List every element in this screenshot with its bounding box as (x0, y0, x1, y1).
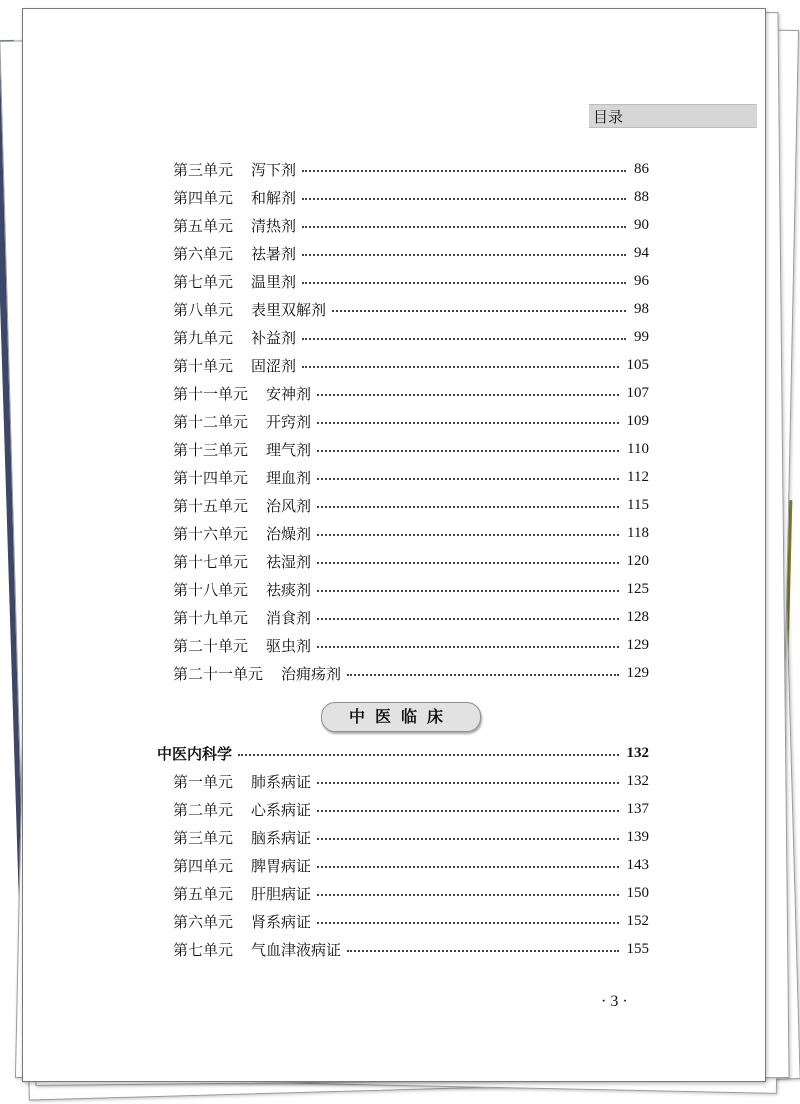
dot-leader (332, 310, 626, 312)
toc-unit-label: 第二十单元 (173, 636, 249, 655)
toc-page-number: 129 (626, 664, 649, 681)
toc-page-number: 120 (626, 552, 649, 569)
toc-entry[interactable] (173, 213, 649, 237)
dot-leader (317, 782, 618, 784)
dot-leader (317, 506, 619, 508)
dot-leader (302, 282, 626, 284)
toc-unit-label: 第三单元 (173, 160, 234, 179)
toc-entry-title: 理血剂 (266, 468, 312, 487)
toc-entry[interactable] (173, 605, 649, 629)
toc-entry[interactable] (173, 269, 649, 293)
dot-leader (317, 534, 619, 536)
toc-entry-title: 祛痰剂 (266, 580, 312, 599)
toc-page-number: 107 (626, 384, 649, 401)
toc-entry-title: 温里剂 (251, 272, 297, 291)
toc-unit-label: 第十七单元 (173, 552, 249, 571)
toc-entry[interactable] (173, 937, 649, 961)
toc-page-number: 96 (634, 272, 649, 289)
toc-entry-title: 驱虫剂 (266, 636, 312, 655)
toc-page-number: 132 (626, 744, 649, 761)
toc-page-number: 90 (634, 216, 649, 233)
dot-leader (317, 894, 618, 896)
toc-entry[interactable] (173, 157, 649, 181)
toc-entry-title: 固涩剂 (251, 356, 297, 375)
toc-unit-label: 第十单元 (173, 356, 234, 375)
toc-unit-label: 第二单元 (173, 800, 234, 819)
toc-unit-label: 第七单元 (173, 940, 234, 959)
dot-leader (347, 674, 618, 676)
toc-unit-label: 第十八单元 (173, 580, 249, 599)
toc-unit-label: 第十二单元 (173, 412, 249, 431)
toc-unit-label: 第六单元 (173, 912, 234, 931)
dot-leader (317, 838, 618, 840)
dot-leader (317, 922, 618, 924)
toc-entry-title: 脾胃病证 (251, 856, 312, 875)
toc-entry[interactable] (173, 325, 649, 349)
toc-page-number: 129 (626, 636, 649, 653)
dot-leader (317, 450, 619, 452)
toc-entry-title: 中医内科学 (157, 745, 233, 763)
toc-unit-label: 第二十一单元 (173, 664, 264, 683)
dot-leader (302, 254, 626, 256)
section-heading: 中医临床 (321, 702, 481, 732)
dot-leader (317, 618, 618, 620)
toc-entry-title: 心系病证 (251, 800, 312, 819)
toc-entry[interactable] (173, 769, 649, 793)
dot-leader (302, 198, 626, 200)
running-header (589, 104, 757, 128)
toc-entry-title: 清热剂 (251, 216, 297, 235)
toc-entry-title: 泻下剂 (251, 160, 297, 179)
toc-entry[interactable] (173, 353, 649, 377)
toc-page-number: 94 (634, 244, 649, 261)
toc-entry[interactable] (173, 437, 649, 461)
toc-unit-label: 第十六单元 (173, 524, 249, 543)
toc-entry-title: 安神剂 (266, 384, 312, 403)
toc-unit-label: 第四单元 (173, 856, 234, 875)
toc-entry-title: 肾系病证 (251, 912, 312, 931)
toc-entry-title: 肝胆病证 (251, 884, 312, 903)
toc-unit-label: 第十一单元 (173, 384, 249, 403)
toc-entry[interactable] (173, 881, 649, 905)
toc-entry-title: 肺系病证 (251, 772, 312, 791)
toc-page-number: 110 (627, 440, 649, 457)
toc-entry[interactable] (173, 297, 649, 321)
dot-leader (317, 422, 618, 424)
toc-unit-label: 第十四单元 (173, 468, 249, 487)
toc-entry-title: 理气剂 (266, 440, 312, 459)
toc-page-number: 137 (626, 800, 649, 817)
dot-leader (317, 562, 618, 564)
toc-page-number: 143 (626, 856, 649, 873)
toc-entry[interactable] (173, 825, 649, 849)
toc-page-number: 86 (634, 160, 649, 177)
dot-leader (317, 810, 618, 812)
toc-entry-title: 和解剂 (251, 188, 297, 207)
dot-leader (347, 950, 618, 952)
toc-unit-label: 第六单元 (173, 244, 234, 263)
toc-page-number: 88 (634, 188, 649, 205)
dot-leader (317, 646, 618, 648)
toc-unit-label: 第十五单元 (173, 496, 249, 515)
toc-unit-label: 第三单元 (173, 828, 234, 847)
dot-leader (317, 590, 618, 592)
toc-page-number: 109 (626, 412, 649, 429)
dot-leader (302, 338, 626, 340)
toc-entry[interactable] (173, 909, 649, 933)
toc-entry[interactable] (173, 521, 649, 545)
toc-unit-label: 第九单元 (173, 328, 234, 347)
toc-entry[interactable] (173, 493, 649, 517)
dot-leader (317, 394, 618, 396)
dot-leader (302, 366, 618, 368)
toc-entry[interactable] (173, 661, 649, 685)
toc-entry-title: 气血津液病证 (251, 940, 342, 959)
toc-page-number: 139 (626, 828, 649, 845)
toc-unit-label: 第十三单元 (173, 440, 249, 459)
toc-entry[interactable] (173, 633, 649, 657)
toc-entry[interactable] (173, 409, 649, 433)
toc-page-number: 112 (627, 468, 649, 485)
toc-page-number: 128 (626, 608, 649, 625)
document-page (22, 8, 766, 1082)
toc-entry-title: 治痈疡剂 (281, 664, 342, 683)
toc-unit-label: 第四单元 (173, 188, 234, 207)
toc-entry[interactable] (173, 241, 649, 265)
toc-entry[interactable] (173, 185, 649, 209)
toc-entry-title: 补益剂 (251, 328, 297, 347)
toc-unit-label: 第一单元 (173, 772, 234, 791)
toc-page-number: 125 (626, 580, 649, 597)
toc-entry[interactable] (173, 797, 649, 821)
toc-entry-title: 治风剂 (266, 496, 312, 515)
toc-page-number: 98 (634, 300, 649, 317)
toc-entry-title: 开窍剂 (266, 412, 312, 431)
toc-page-number: 132 (626, 772, 649, 789)
toc-entry[interactable] (173, 549, 649, 573)
toc-entry[interactable] (173, 577, 649, 601)
toc-entry-title: 脑系病证 (251, 828, 312, 847)
toc-entry-title: 消食剂 (266, 608, 312, 627)
page-number: · 3 · (601, 993, 628, 1010)
toc-unit-label: 第五单元 (173, 216, 234, 235)
toc-page-number: 118 (627, 524, 649, 541)
toc-page-number: 105 (626, 356, 649, 373)
toc-entry[interactable] (173, 465, 649, 489)
dot-leader (302, 170, 626, 172)
dot-leader (302, 226, 626, 228)
toc-page-number: 99 (634, 328, 649, 345)
toc-page-number: 155 (626, 940, 649, 957)
toc-subject-entry[interactable] (157, 741, 649, 765)
toc-entry-title: 祛湿剂 (266, 552, 312, 571)
toc-entry[interactable] (173, 853, 649, 877)
toc-entry[interactable] (173, 381, 649, 405)
toc-unit-label: 第五单元 (173, 884, 234, 903)
toc-page-number: 150 (626, 884, 649, 901)
toc-unit-label: 第十九单元 (173, 608, 249, 627)
toc-page-number: 115 (627, 496, 649, 513)
running-header-label: 目录 (593, 109, 624, 126)
toc-entry-title: 治燥剂 (266, 524, 312, 543)
toc-entry-title: 祛暑剂 (251, 244, 297, 263)
toc-unit-label: 第八单元 (173, 300, 234, 319)
toc-unit-label: 第七单元 (173, 272, 234, 291)
dot-leader (238, 754, 618, 756)
dot-leader (317, 478, 619, 480)
toc-entry-title: 表里双解剂 (251, 300, 327, 319)
toc-page-number: 152 (626, 912, 649, 929)
dot-leader (317, 866, 618, 868)
